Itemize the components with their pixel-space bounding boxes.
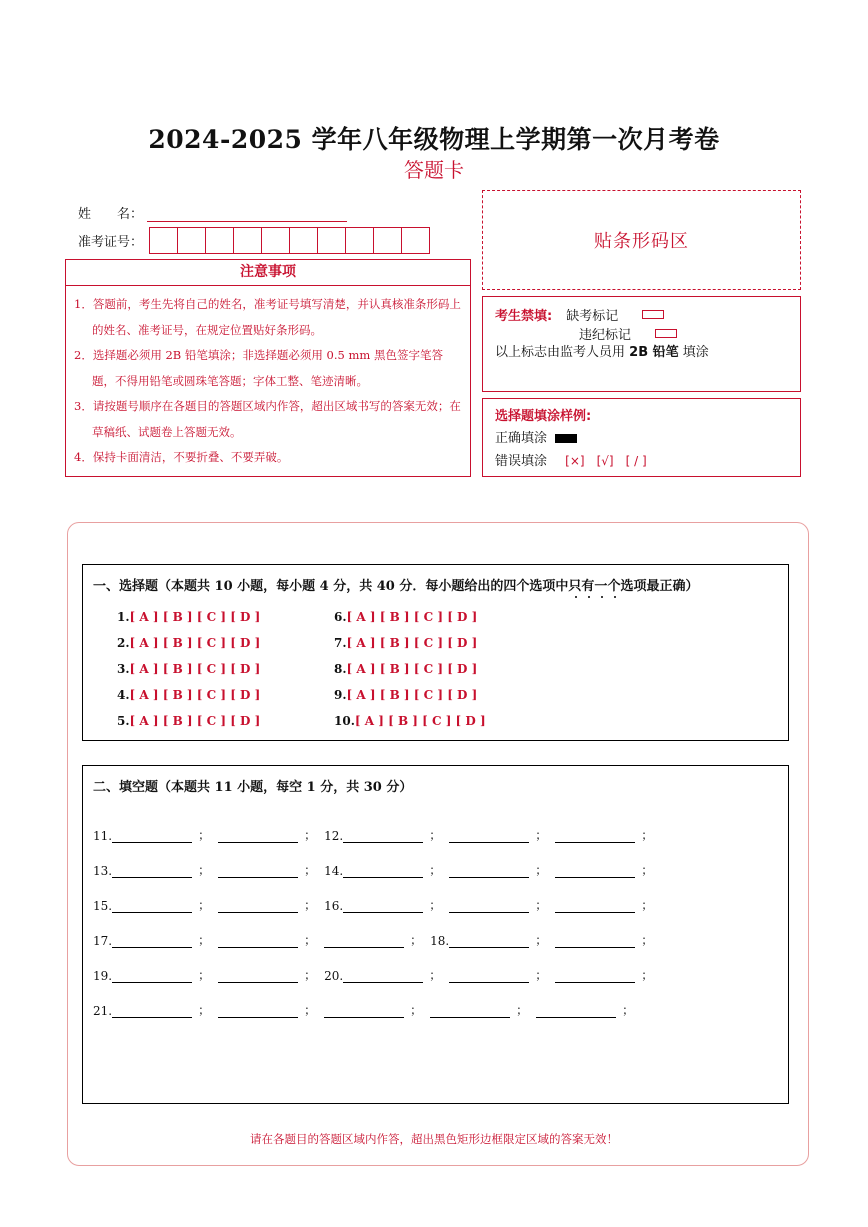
footer-note: 请在各题目的答题区域内作答，超出黑色矩形边框限定区域的答案无效！ <box>250 1132 618 1146</box>
question-number: 4. <box>117 688 130 702</box>
answer-blank[interactable] <box>536 1006 616 1018</box>
separator: ； <box>410 933 423 947</box>
filled-mark-icon <box>555 434 577 443</box>
barcode-area <box>482 190 801 290</box>
choice-section-title <box>93 575 698 594</box>
forbidden-heading: 考生禁填: <box>495 308 553 324</box>
answer-blank[interactable] <box>343 866 423 878</box>
question-number: 1. <box>117 610 130 624</box>
choice-question-2[interactable] <box>117 636 260 650</box>
choice-title-end: 选项最正确） <box>620 579 699 594</box>
question-number: 16. <box>324 899 344 913</box>
choice-title-main: 一、选择题（本题共 10 小题，每小题 4 分，共 40 分．每小题给出的四个选项中 <box>93 579 569 594</box>
answer-blank[interactable] <box>343 971 423 983</box>
fill-section-title: 二、填空题（本题共 11 小题，每空 1 分，共 30 分） <box>93 780 413 795</box>
answer-blank[interactable] <box>112 901 192 913</box>
separator: ； <box>622 1003 635 1017</box>
question-options: [ A ] [ B ] [ C ] [ D ] <box>346 636 478 650</box>
question-options: [ A ] [ B ] [ C ] [ D ] <box>346 662 478 676</box>
fill-section <box>82 765 789 1104</box>
choice-question-6[interactable] <box>334 610 477 624</box>
page-title: 2024-2025 学年八年级物理上学期第一次月考卷 <box>148 125 720 154</box>
question-options: [ A ] [ B ] [ C ] [ D ] <box>129 714 261 728</box>
notice-item: 2．选择题必须用 2B 铅笔填涂；非选择题必须用 0.5 mm 黑色签字笔答题，不得用铅笔或圆珠笔答题；字体工整、笔迹清晰。 <box>74 348 443 388</box>
answer-blank[interactable] <box>218 936 298 948</box>
answer-blank[interactable] <box>449 971 529 983</box>
separator: ； <box>198 1003 211 1017</box>
answer-blank[interactable] <box>112 936 192 948</box>
answer-blank[interactable] <box>555 866 635 878</box>
sample-box <box>482 398 801 477</box>
sample-heading: 选择题填涂样例: <box>495 409 592 424</box>
question-options: [ A ] [ B ] [ C ] [ D ] <box>129 688 261 702</box>
question-number: 6. <box>334 610 347 624</box>
answer-blank[interactable] <box>449 831 529 843</box>
separator: ； <box>535 898 548 912</box>
separator: ； <box>641 933 654 947</box>
absent-mark[interactable] <box>642 310 664 319</box>
exam-id-cell[interactable] <box>345 227 374 254</box>
choice-question-4[interactable] <box>117 688 260 702</box>
answer-blank[interactable] <box>112 971 192 983</box>
forbidden-note-prefix: 以上标志由监考人员用 <box>495 345 626 360</box>
correct-label: 正确填涂 <box>495 431 548 446</box>
separator: ； <box>429 863 442 877</box>
exam-id-cell[interactable] <box>233 227 262 254</box>
question-options: [ A ] [ B ] [ C ] [ D ] <box>354 714 486 728</box>
answer-blank[interactable] <box>218 971 298 983</box>
separator: ； <box>410 1003 423 1017</box>
separator: ； <box>304 863 317 877</box>
question-number: 2. <box>117 636 130 650</box>
question-number: 12. <box>324 829 344 843</box>
exam-id-cell[interactable] <box>401 227 430 254</box>
name-label: 姓 名： <box>78 207 144 222</box>
question-number: 10. <box>334 714 355 728</box>
absent-label: 缺考标记 <box>566 308 619 324</box>
choice-question-10[interactable] <box>334 714 486 728</box>
answer-blank[interactable] <box>343 831 423 843</box>
separator: ； <box>535 828 548 842</box>
separator: ； <box>198 828 211 842</box>
exam-id-label: 准考证号： <box>78 235 144 250</box>
answer-blank[interactable] <box>218 1006 298 1018</box>
exam-id-cell[interactable] <box>149 227 178 254</box>
fill-row <box>93 861 661 878</box>
separator: ； <box>535 933 548 947</box>
question-number: 17. <box>93 934 113 948</box>
separator: ； <box>198 898 211 912</box>
answer-blank[interactable] <box>449 866 529 878</box>
exam-id-cell[interactable] <box>261 227 290 254</box>
question-number: 8. <box>334 662 347 676</box>
fill-row <box>93 931 661 948</box>
answer-blank[interactable] <box>112 831 192 843</box>
question-number: 15. <box>93 899 113 913</box>
choice-question-8[interactable] <box>334 662 477 676</box>
question-options: [ A ] [ B ] [ C ] [ D ] <box>346 610 478 624</box>
question-options: [ A ] [ B ] [ C ] [ D ] <box>129 662 261 676</box>
separator: ； <box>516 1003 529 1017</box>
separator: ； <box>429 828 442 842</box>
choice-question-1[interactable] <box>117 610 260 624</box>
question-number: 7. <box>334 636 347 650</box>
exam-id-cell[interactable] <box>373 227 402 254</box>
separator: ； <box>641 898 654 912</box>
answer-blank[interactable] <box>449 901 529 913</box>
exam-id-row <box>78 227 430 254</box>
exam-id-boxes <box>149 227 430 254</box>
separator: ； <box>641 828 654 842</box>
question-number: 20. <box>324 969 344 983</box>
notice-box <box>65 259 471 477</box>
violation-mark[interactable] <box>655 329 677 338</box>
question-options: [ A ] [ B ] [ C ] [ D ] <box>346 688 478 702</box>
violation-label: 违纪标记 <box>579 327 632 343</box>
question-options: [ A ] [ B ] [ C ] [ D ] <box>129 610 261 624</box>
wrong-label: 错误填涂 <box>495 454 548 469</box>
question-number: 14. <box>324 864 344 878</box>
answer-blank[interactable] <box>555 831 635 843</box>
question-number: 11. <box>93 829 113 843</box>
question-number: 19. <box>93 969 113 983</box>
separator: ； <box>641 968 654 982</box>
answer-blank[interactable] <box>112 1006 192 1018</box>
separator: ； <box>304 933 317 947</box>
forbidden-box <box>482 296 801 392</box>
answer-blank[interactable] <box>218 901 298 913</box>
choice-question-9[interactable] <box>334 688 477 702</box>
separator: ； <box>535 863 548 877</box>
question-number: 18. <box>430 934 450 948</box>
exam-id-cell[interactable] <box>177 227 206 254</box>
name-field[interactable] <box>147 206 347 222</box>
fill-row <box>93 1001 642 1018</box>
separator: ； <box>429 898 442 912</box>
notice-item: 4．保持卡面清洁，不要折叠、不要弄破。 <box>74 450 289 464</box>
choice-title-dotted: 只 有 一 个 <box>568 579 620 594</box>
answer-blank[interactable] <box>343 901 423 913</box>
separator: ； <box>198 968 211 982</box>
answer-blank[interactable] <box>218 831 298 843</box>
answer-blank[interactable] <box>555 971 635 983</box>
question-number: 13. <box>93 864 113 878</box>
separator: ； <box>304 968 317 982</box>
fill-row <box>93 966 661 983</box>
forbidden-note-suffix: 填涂 <box>682 345 709 360</box>
answer-blank[interactable] <box>449 936 529 948</box>
notice-heading: 注意事项 <box>66 260 470 286</box>
answer-blank[interactable] <box>324 1006 404 1018</box>
fill-row <box>93 896 661 913</box>
separator: ； <box>198 863 211 877</box>
separator: ； <box>304 828 317 842</box>
answer-blank[interactable] <box>112 866 192 878</box>
exam-id-cell[interactable] <box>289 227 318 254</box>
separator: ； <box>304 1003 317 1017</box>
separator: ； <box>304 898 317 912</box>
notice-item: 1．答题前，考生先将自己的姓名，准考证号填写清楚，并认真核准条形码上的姓名、准考证号，在规定位置贴好条形码。 <box>74 297 461 337</box>
question-options: [ A ] [ B ] [ C ] [ D ] <box>129 636 261 650</box>
question-number: 3. <box>117 662 130 676</box>
answer-blank[interactable] <box>555 936 635 948</box>
answer-blank[interactable] <box>430 1006 510 1018</box>
name-row <box>78 203 347 222</box>
separator: ； <box>535 968 548 982</box>
wrong-marks: [×] [√] [ / ] <box>565 454 647 468</box>
barcode-label: 贴条形码区 <box>594 231 689 252</box>
page-subtitle: 答题卡 <box>404 158 464 182</box>
answer-blank[interactable] <box>218 866 298 878</box>
choice-question-5[interactable] <box>117 714 260 728</box>
forbidden-note-bold: 2B 铅笔 <box>629 345 679 360</box>
answer-blank[interactable] <box>555 901 635 913</box>
exam-id-cell[interactable] <box>317 227 346 254</box>
question-number: 21. <box>93 1004 113 1018</box>
separator: ； <box>429 968 442 982</box>
choice-section <box>82 564 789 741</box>
question-number: 9. <box>334 688 347 702</box>
question-number: 5. <box>117 714 130 728</box>
separator: ； <box>641 863 654 877</box>
notice-item: 3．请按题号顺序在各题目的答题区域内作答，超出区域书写的答案无效；在草稿纸、试题卷上答题无效。 <box>74 399 461 439</box>
exam-id-cell[interactable] <box>205 227 234 254</box>
answer-blank[interactable] <box>324 936 404 948</box>
separator: ； <box>198 933 211 947</box>
choice-question-3[interactable] <box>117 662 260 676</box>
fill-row <box>93 826 661 843</box>
choice-question-7[interactable] <box>334 636 477 650</box>
